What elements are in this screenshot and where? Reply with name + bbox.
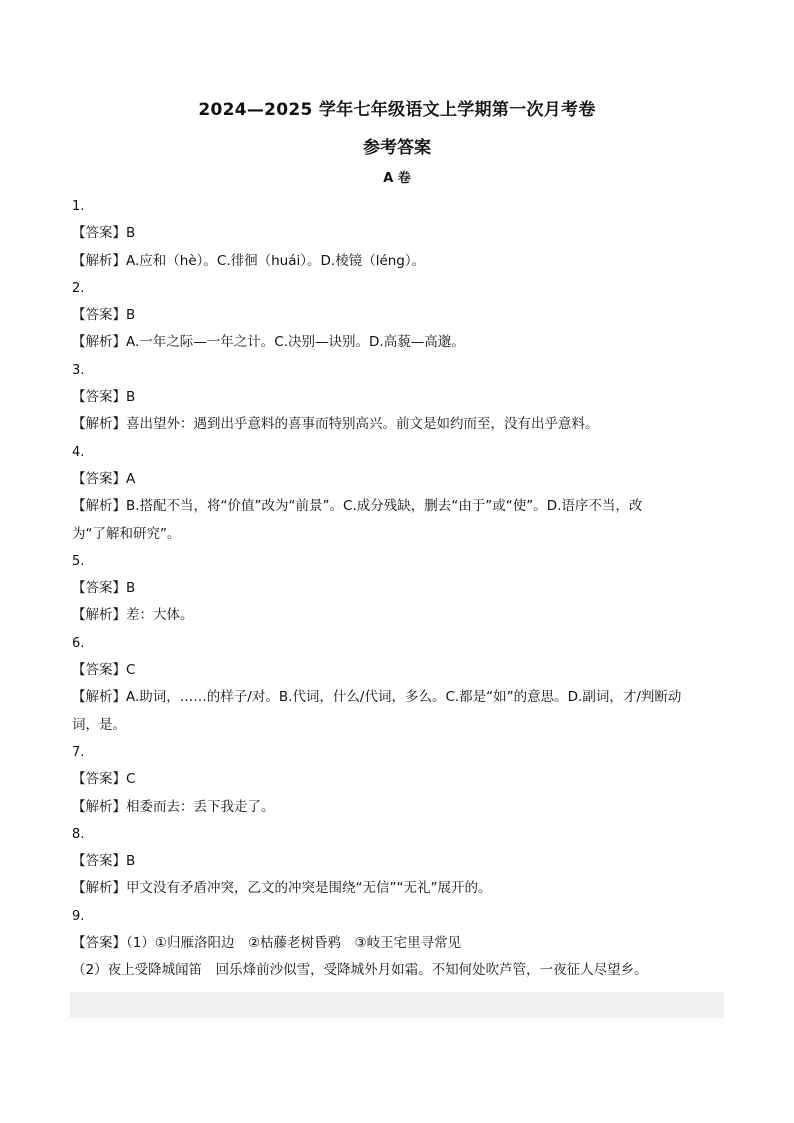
question-number: 3. — [72, 362, 85, 378]
question-number: 4. — [72, 444, 85, 460]
answer-line: 【答案】B — [72, 853, 136, 870]
question-block-5 — [72, 548, 724, 630]
question-block-2 — [72, 275, 724, 357]
analysis-line-continued: 为“了解和研究”。 — [72, 525, 181, 542]
document-title: 2024—2025 学年七年级语文上学期第一次月考卷 — [198, 100, 596, 120]
question-number: 6. — [72, 635, 85, 651]
question-number: 9. — [72, 908, 85, 924]
question-block-3 — [72, 357, 724, 439]
answer-line: 【答案】（1）①归雁洛阳边 ②枯藤老树昏鸦 ③岐王宅里寻常见 — [72, 935, 462, 952]
answer-line: 【答案】B — [72, 307, 136, 324]
analysis-line: 【解析】B.搭配不当，将“价值”改为“前景”。C.成分残缺，删去“由于”或“使”。D.语序不当，改 — [72, 498, 643, 515]
analysis-line: 【解析】差：大体。 — [72, 607, 194, 624]
answer-line: 【答案】B — [72, 389, 136, 406]
answer-line: 【答案】B — [72, 580, 136, 597]
answer-line: 【答案】C — [72, 771, 136, 788]
answer-line-part-2: （2）夜上受降城闻笛 回乐烽前沙似雪，受降城外月如霜。不知何处吹芦管，一夜征人尽望乡。 — [72, 962, 648, 979]
question-block-1 — [72, 193, 724, 275]
answer-line: 【答案】A — [72, 470, 136, 487]
question-block-4 — [72, 439, 724, 548]
question-number: 8. — [72, 826, 85, 842]
answer-line: 【答案】B — [72, 225, 136, 242]
analysis-line: 【解析】A.一年之际—一年之计。C.决别—诀别。D.高藐—高邈。 — [72, 334, 465, 351]
analysis-line: 【解析】A.应和（hè）。C.徘徊（huái）。D.棱镜（léng）。 — [72, 252, 426, 269]
analysis-line-continued: 词，是。 — [72, 716, 126, 733]
question-block-6 — [72, 630, 724, 739]
footer-shaded-bar — [70, 992, 724, 1018]
answer-line: 【答案】C — [72, 662, 136, 679]
analysis-line: 【解析】相委而去：丢下我走了。 — [72, 798, 275, 815]
question-number: 1. — [72, 199, 85, 214]
question-block-8 — [72, 821, 724, 903]
question-number: 2. — [72, 280, 85, 296]
question-block-9 — [72, 903, 724, 985]
document-subtitle: 参考答案 — [363, 138, 431, 158]
question-number: 7. — [72, 744, 85, 760]
analysis-line: 【解析】喜出望外：遇到出乎意料的喜事而特别高兴。前文是如约而至，没有出乎意料。 — [72, 416, 599, 433]
question-block-7 — [72, 739, 724, 821]
section-heading: A 卷 — [383, 171, 411, 186]
answer-list — [72, 193, 724, 985]
analysis-line: 【解析】甲文没有矛盾冲突，乙文的冲突是围绕“无信”“无礼”展开的。 — [72, 880, 492, 897]
analysis-line: 【解析】A.助词，……的样子/对。B.代词，什么/代词，多么。C.都是“如”的意思。D.副词，才/判断动 — [72, 689, 682, 706]
question-number: 5. — [72, 553, 85, 569]
